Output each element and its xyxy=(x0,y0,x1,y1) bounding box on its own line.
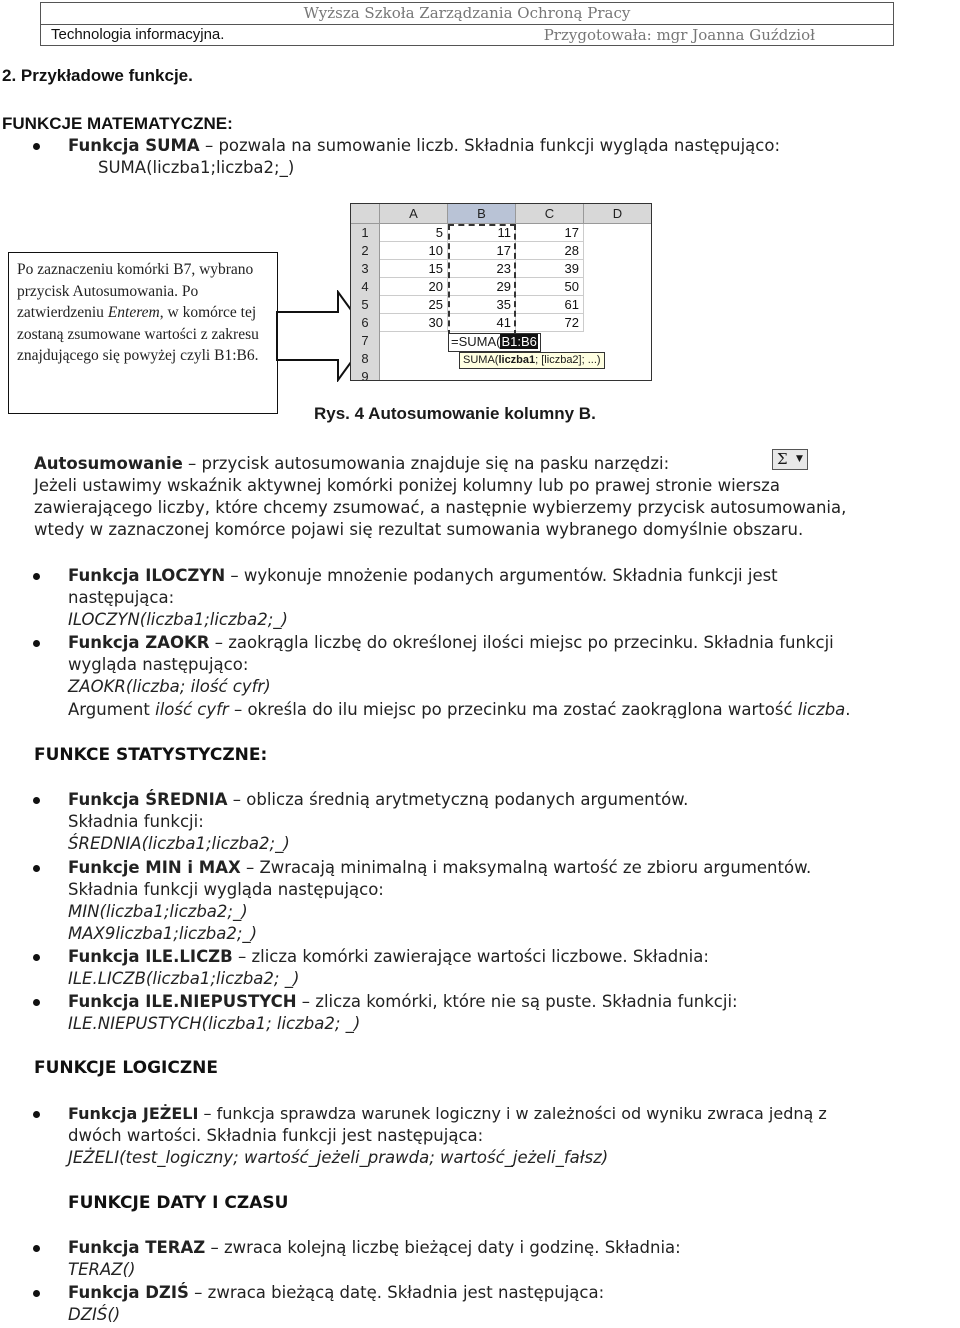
sheet-cell[interactable]: 29 xyxy=(448,278,516,296)
function-tooltip: SUMA(liczba1; [liczba2]; ...) xyxy=(459,352,605,369)
teraz-line: Funkcja TERAZ – zwraca kolejną liczbę bieżącej daty i godzinę. Składnia: xyxy=(68,1238,681,1257)
bullet-icon xyxy=(33,573,40,580)
figure-caption: Rys. 4 Autosumowanie kolumny B. xyxy=(314,404,596,423)
course-name: Technologia informacyjna. xyxy=(51,26,225,43)
suma-syntax: SUMA(liczba1;liczba2;_) xyxy=(98,158,295,177)
autosum-term: Autosumowanie xyxy=(34,454,183,473)
sheet-cell[interactable]: 41 xyxy=(448,314,516,332)
sheet-cell[interactable]: 30 xyxy=(380,314,448,332)
row-header: 9 xyxy=(351,368,380,381)
suma-line xyxy=(68,135,780,157)
min-syntax: MIN(liczba1;liczba2;_) xyxy=(68,902,248,921)
logic-heading: FUNKCJE LOGICZNE xyxy=(34,1058,218,1078)
column-header: B xyxy=(448,204,516,224)
srednia-syntax: ŚREDNIA(liczba1;liczba2;_) xyxy=(68,834,290,853)
row-header: 7 xyxy=(351,332,380,351)
bullet-icon xyxy=(33,1111,40,1118)
minmax-desc2: Składnia funkcji wygląda następująco: xyxy=(68,880,384,899)
bullet-icon xyxy=(33,640,40,647)
sheet-cell[interactable]: 15 xyxy=(380,260,448,278)
iloczyn-desc2: następująca: xyxy=(68,588,175,607)
sheet-cell[interactable]: 23 xyxy=(448,260,516,278)
ile-liczb-syntax: ILE.LICZB(liczba1;liczba2; _) xyxy=(68,969,300,988)
zaokr-line: Funkcja ZAOKR – zaokrągla liczbę do określonej ilości miejsc po przecinku. Składnia funkcji xyxy=(68,633,834,652)
callout-enter: Enterem xyxy=(107,304,160,321)
sheet-cell[interactable]: 20 xyxy=(380,278,448,296)
sheet-cell[interactable]: 35 xyxy=(448,296,516,314)
ile-niepustych-line: Funkcja ILE.NIEPUSTYCH – zlicza komórki, które nie są puste. Składnia funkcji: xyxy=(68,992,738,1011)
sigma-icon: Σ xyxy=(777,450,788,468)
jezeli-line: Funkcja JEŻELI – funkcja sprawdza warunek logiczny i w zależności od wyniku zwraca jedną z xyxy=(68,1104,827,1123)
sheet-cell[interactable]: 11 xyxy=(448,224,516,242)
bullet-icon xyxy=(33,1290,40,1297)
formula-range: B1:B6 xyxy=(501,334,537,349)
autosum-line4: wtedy w zaznaczonej komórce pojawi się rezultat sumowania wybranego domyślnie obszaru. xyxy=(34,520,804,539)
sheet-cell[interactable]: 25 xyxy=(380,296,448,314)
formula-cell[interactable]: =SUMA(B1:B6 xyxy=(448,333,541,352)
teraz-syntax: TERAZ() xyxy=(68,1260,136,1279)
srednia-line: Funkcja ŚREDNIA – oblicza średnią arytmetyczną podanych argumentów. xyxy=(68,790,689,809)
srednia-desc2: Składnia funkcji: xyxy=(68,812,204,831)
row-header: 2 xyxy=(351,242,380,261)
suma-desc: – pozwala na sumowanie liczb. Składnia funkcji wygląda następująco: xyxy=(199,136,781,155)
zaokr-desc2: wygląda następująco: xyxy=(68,655,249,674)
row-header: 8 xyxy=(351,350,380,369)
selection-marquee xyxy=(448,224,516,336)
row-header: 6 xyxy=(351,314,380,333)
section-title: 2. Przykładowe funkcje. xyxy=(2,66,193,85)
minmax-line: Funkcje MIN i MAX – Zwracają minimalną i maksymalną wartość ze zbioru argumentów. xyxy=(68,858,812,877)
max-syntax: MAX9liczba1;liczba2;_) xyxy=(68,924,258,943)
autosum-line2: Jeżeli ustawimy wskaźnik aktywnej komórki poniżej kolumny lub po prawej stronie wiersza xyxy=(34,476,780,495)
corner-cell xyxy=(351,204,380,224)
dzis-line: Funkcja DZIŚ – zwraca bieżącą datę. Składnia jest następująca: xyxy=(68,1283,605,1302)
bullet-icon xyxy=(33,797,40,804)
sheet-cell[interactable]: 17 xyxy=(516,224,584,242)
jezeli-desc2: dwóch wartości. Składnia funkcji jest następująca: xyxy=(68,1126,484,1145)
school-name: Wyższa Szkoła Zarządzania Ochroną Pracy xyxy=(41,3,893,25)
ile-niepustych-syntax: ILE.NIEPUSTYCH(liczba1; liczba2; _) xyxy=(68,1014,361,1033)
bullet-icon xyxy=(33,865,40,872)
column-header: A xyxy=(380,204,448,224)
sheet-cell[interactable]: 10 xyxy=(380,242,448,260)
sheet-cell[interactable]: 28 xyxy=(516,242,584,260)
sheet-cell[interactable]: 39 xyxy=(516,260,584,278)
sheet-cell[interactable]: 5 xyxy=(380,224,448,242)
date-heading: FUNKCJE DATY I CZASU xyxy=(68,1193,289,1213)
column-header: C xyxy=(516,204,584,224)
ile-liczb-line: Funkcja ILE.LICZB – zlicza komórki zawierające wartości liczbowe. Składnia: xyxy=(68,947,709,966)
math-heading: FUNKCJE MATEMATYCZNE: xyxy=(2,114,233,133)
bullet-icon xyxy=(33,1245,40,1252)
suma-name: Funkcja SUMA xyxy=(68,136,200,155)
zaokr-syntax: ZAOKR(liczba; ilość cyfr) xyxy=(68,677,271,696)
row-header: 4 xyxy=(351,278,380,297)
bullet-icon xyxy=(33,143,40,150)
dzis-syntax: DZIŚ() xyxy=(68,1305,121,1324)
autosum-button[interactable] xyxy=(772,449,808,470)
sheet-cell[interactable]: 17 xyxy=(448,242,516,260)
column-header: D xyxy=(584,204,652,224)
iloczyn-syntax: ILOCZYN(liczba1;liczba2;_) xyxy=(68,610,288,629)
row-header: 5 xyxy=(351,296,380,315)
spreadsheet-figure xyxy=(350,203,652,381)
sheet-cell[interactable]: 72 xyxy=(516,314,584,332)
dropdown-arrow-icon: ▼ xyxy=(796,454,803,464)
sheet-cell[interactable]: 50 xyxy=(516,278,584,296)
iloczyn-line: Funkcja ILOCZYN – wykonuje mnożenie podanych argumentów. Składnia funkcji jest xyxy=(68,566,778,585)
autosum-line3: zawierającego liczby, które chcemy zsumować, a następnie wybierzemy przycisk autosumowania, xyxy=(34,498,847,517)
bullet-icon xyxy=(33,999,40,1006)
page-header xyxy=(40,2,894,46)
author: Przygotowała: mgr Joanna Guździoł xyxy=(543,26,815,44)
autosum-line1: Autosumowanie – przycisk autosumowania znajduje się na pasku narzędzi: xyxy=(34,454,670,473)
row-header: 3 xyxy=(351,260,380,279)
callout-box xyxy=(8,252,278,414)
callout-text: Po zaznaczeniu komórki B7, wybrano przycisk Autosumowania. Po zatwierdzeniu Enterem, w komórce tej zostaną zsumowane wartości z zakresu znajdującego się powyżej czyli B1:B6. xyxy=(17,261,259,364)
row-header: 1 xyxy=(351,224,380,243)
sheet-cell[interactable]: 61 xyxy=(516,296,584,314)
stat-heading: FUNKCE STATYSTYCZNE: xyxy=(34,745,268,765)
bullet-icon xyxy=(33,954,40,961)
jezeli-syntax: JEŻELI(test_logiczny; wartość_jeżeli_prawda; wartość_jeżeli_fałsz) xyxy=(68,1148,609,1167)
zaokr-argument: Argument ilość cyfr – określa do ilu miejsc po przecinku ma zostać zaokrąglona wartość liczba. xyxy=(68,700,851,719)
